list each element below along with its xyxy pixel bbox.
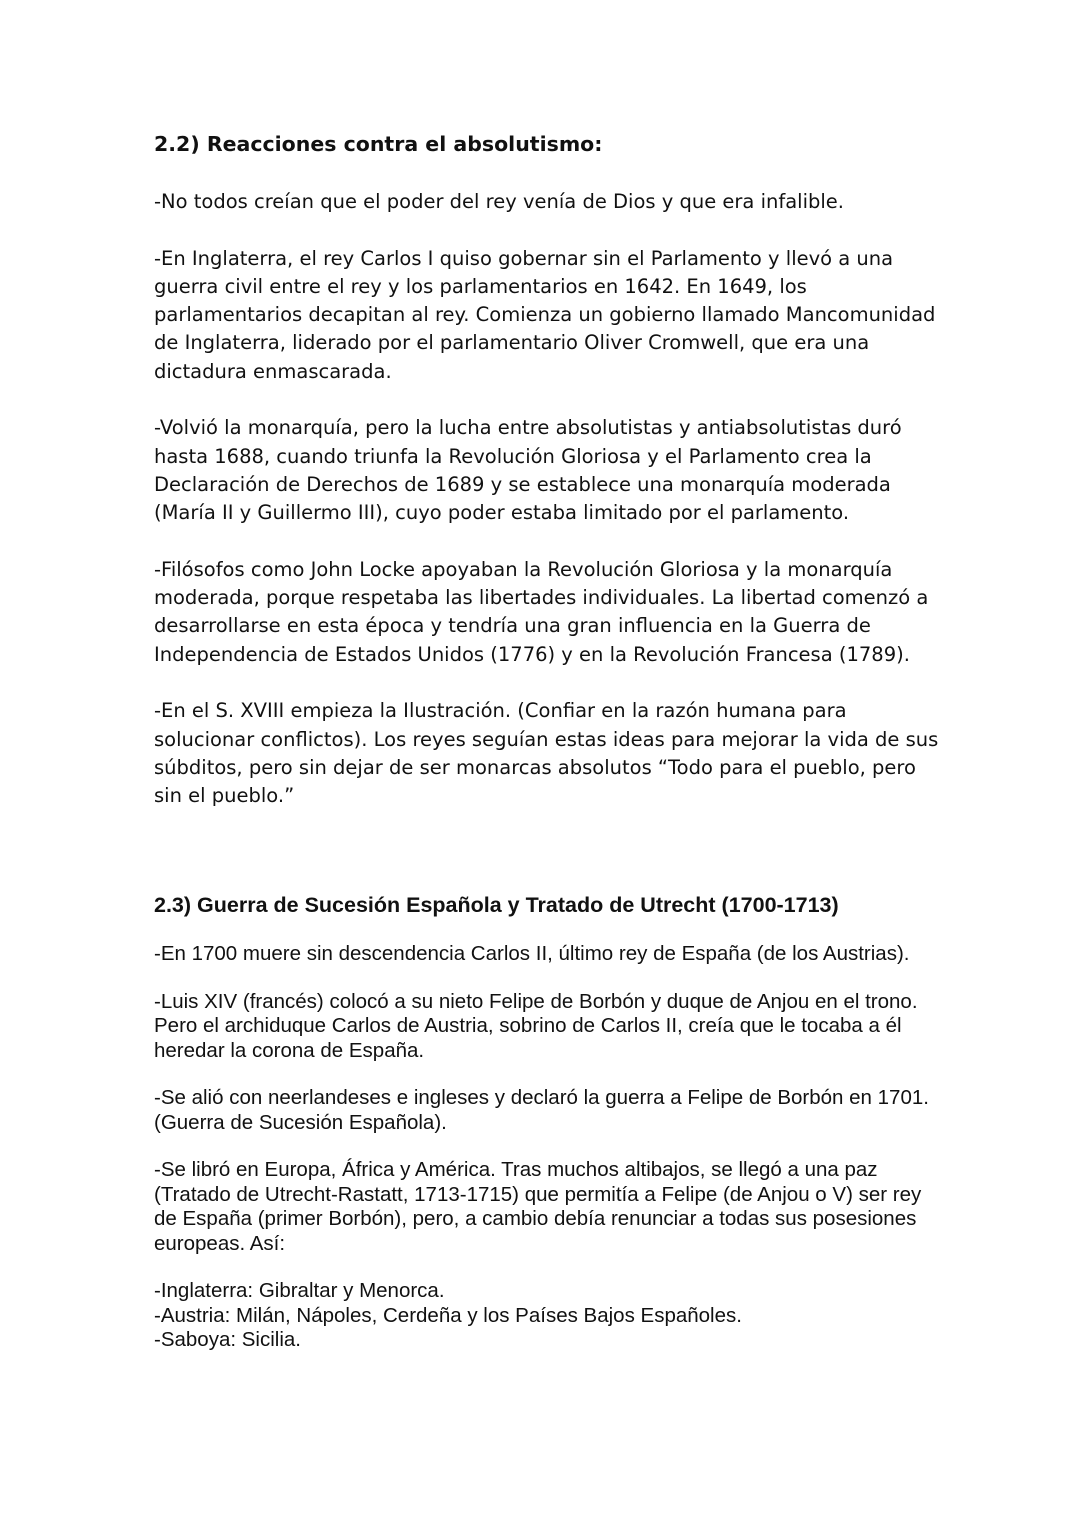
territory-list (154, 1279, 944, 1353)
territory-item: -Saboya: Sicilia. (154, 1328, 301, 1351)
paragraph: -Se alió con neerlandeses e ingleses y declaró la guerra a Felipe de Borbón en 1701. (Guerra de Sucesión Española). (154, 1086, 929, 1134)
paragraph: -No todos creían que el poder del rey venía de Dios y que era infalible. (154, 190, 844, 213)
paragraph: -Volvió la monarquía, pero la lucha entre absolutistas y antiabsolutistas duró hasta 1688, cuando triunfa la Revolución Gloriosa y el Parlamento crea la Declaración de Derechos de 1689 y se establece una monarquía moderada (María II y Guillermo III), cuyo poder estaba limitado por el parlamento. (154, 416, 902, 525)
paragraph: -Luis XIV (francés) colocó a su nieto Felipe de Borbón y duque de Anjou en el trono. Pero el archiduque Carlos de Austria, sobrino de Carlos II, creía que le tocaba a él heredar la corona de España. (154, 989, 918, 1062)
paragraph: -En Inglaterra, el rey Carlos I quiso gobernar sin el Parlamento y llevó a una guerra civil entre el rey y los parlamentarios en 1642. En 1649, los parlamentarios decapitan al rey. Comienza un gobierno llamado Mancomunidad de Inglaterra, liderado por el parlamentario Oliver Cromwell, que era una dictadura enmascarada. (154, 246, 936, 383)
paragraph: -En el S. XVIII empieza la Ilustración. (Confiar en la razón humana para solucionar conflictos). Los reyes seguían estas ideas para mejorar la vida de sus súbditos, pero sin dejar de ser monarcas absolutos “Todo para el pueblo, pero sin el pueblo.” (154, 699, 939, 808)
territory-item: -Inglaterra: Gibraltar y Menorca. (154, 1279, 445, 1302)
section-heading: 2.3) Guerra de Sucesión Española y Tratado de Utrecht (1700-1713) (154, 893, 839, 917)
paragraph: -En 1700 muere sin descendencia Carlos II, último rey de España (de los Austrias). (154, 942, 910, 965)
territory-item: -Austria: Milán, Nápoles, Cerdeña y los Países Bajos Españoles. (154, 1303, 742, 1327)
paragraph: -Filósofos como John Locke apoyaban la Revolución Gloriosa y la monarquía moderada, porque respetaba las libertades individuales. La libertad comenzó a desarrollarse en esta época y tendría una gran influencia en la Guerra de Independencia de Estados Unidos (1776) y en la Revolución Francesa (1789). (154, 557, 929, 666)
section-spanish-succession (154, 890, 944, 1353)
paragraph: -Se libró en Europa, África y América. Tras muchos altibajos, se llegó a una paz (Tratado de Utrecht-Rastatt, 1713-1715) que permitía a Felipe (de Anjou o V) ser rey de España (primer Borbón), pero, a cambio debía renunciar a todas sus posesiones europeas. Así: (154, 1158, 922, 1255)
section-absolutism-reactions (154, 128, 944, 839)
section-heading: 2.2) Reacciones contra el absolutismo: (154, 132, 603, 156)
